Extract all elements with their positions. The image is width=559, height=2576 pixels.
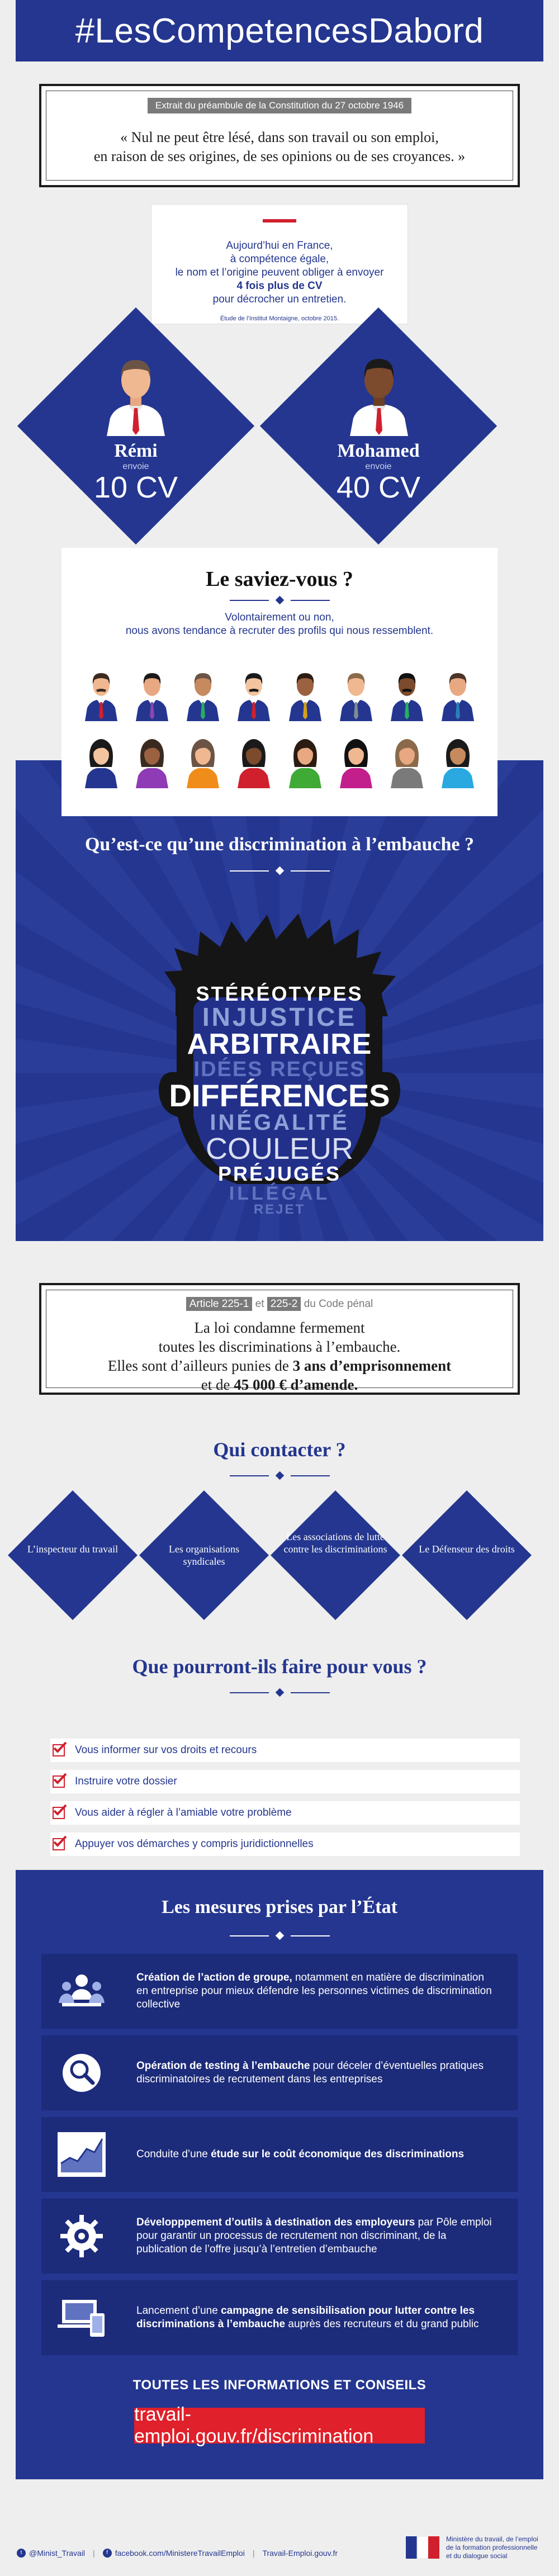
contact-label: L’inspecteur du travail bbox=[27, 1543, 119, 1555]
decorative-divider bbox=[16, 1933, 543, 1939]
woman-icon bbox=[288, 732, 323, 788]
checkmark-icon bbox=[53, 1807, 65, 1819]
group-icon bbox=[54, 1963, 110, 2019]
law-line: La loi condamne fermement bbox=[194, 1319, 365, 1336]
decorative-divider bbox=[61, 597, 498, 603]
footer-links: t @Minist_Travail | f facebook.com/MinistereTravailEmploi | Travail-Emploi.gouv.fr bbox=[17, 2549, 338, 2558]
twitter-link[interactable]: @Minist_Travail bbox=[29, 2549, 86, 2558]
mesure-item bbox=[41, 2280, 518, 2355]
help-list-text: Appuyer vos démarches y compris juridictionnelles bbox=[75, 1838, 314, 1850]
discrimination-title: Qu’est-ce qu’une discrimination à l’embauche ? bbox=[84, 834, 475, 855]
contact-label: Les associations de lutte contre les discriminations bbox=[283, 1531, 387, 1555]
help-list-text: Vous informer sur vos droits et recours bbox=[75, 1744, 257, 1756]
law-tag bbox=[46, 1298, 513, 1310]
study-line: le nom et l’origine peuvent obliger à envoyer bbox=[175, 267, 384, 278]
discrimination-website-link[interactable]: travail-emploi.gouv.fr/discrimination bbox=[134, 2408, 425, 2444]
constitution-quote-box bbox=[39, 84, 520, 187]
law-tag-text: du Code pénal bbox=[301, 1298, 373, 1310]
woman-icon bbox=[84, 732, 119, 788]
header-banner bbox=[16, 0, 543, 61]
contact-label: Le Défenseur des droits bbox=[419, 1543, 515, 1555]
law-highlight: 45 000 € d’amende. bbox=[234, 1376, 358, 1393]
law-line: toutes les discriminations à l’embauche. bbox=[158, 1338, 401, 1355]
man-icon bbox=[339, 665, 373, 721]
person-cv-count: 10 CV bbox=[93, 471, 178, 504]
mesures-title: Les mesures prises par l’État bbox=[162, 1897, 397, 1917]
study-source: Étude de l’Institut Montaigne, octobre 2015. bbox=[220, 315, 339, 322]
word-cloud-word: ILLÉGAL bbox=[229, 1183, 330, 1204]
men-crowd bbox=[84, 665, 475, 721]
mesure-text: Développpement d’outils à destination des employeurs par Pôle emploi pour garantir un processus de recrutement non discriminant, de la publication de l’offre jusqu’à l’entretien d’embauche bbox=[136, 2217, 492, 2255]
footer bbox=[0, 2479, 559, 2576]
mesure-text: Lancement d’une campagne de sensibilisation pour lutter contre les discriminations à l’embauche auprès des recruteurs et du grand public bbox=[136, 2305, 479, 2330]
red-divider bbox=[263, 219, 296, 222]
study-line: à compétence égale, bbox=[230, 253, 329, 265]
woman-icon bbox=[186, 732, 220, 788]
help-list-item bbox=[50, 1801, 520, 1825]
article-tag: Article 225-1 bbox=[186, 1297, 253, 1311]
decorative-divider bbox=[0, 1689, 559, 1696]
chart-icon bbox=[54, 2127, 110, 2182]
law-highlight: 3 ans d’emprisonnement bbox=[292, 1357, 452, 1374]
pourront-title: Que pourront-ils faire pour vous ? bbox=[132, 1655, 427, 1678]
word-cloud-word: DIFFÉRENCES bbox=[169, 1078, 390, 1113]
quote-line: en raison de ses origines, de ses opinions ou de ses croyances. » bbox=[93, 148, 466, 164]
marianne-logo-icon bbox=[406, 2536, 439, 2559]
contact-diamond bbox=[271, 1490, 400, 1620]
contact-title: Qui contacter ? bbox=[213, 1438, 346, 1461]
study-card bbox=[151, 204, 408, 324]
quote-source-tag: Extrait du préambule de la Constitution du 27 octobre 1946 bbox=[148, 98, 411, 113]
decorative-divider bbox=[0, 1472, 559, 1479]
study-line: Aujourd’hui en France, bbox=[226, 240, 333, 252]
word-cloud-word: INÉGALITÉ bbox=[210, 1110, 349, 1135]
word-cloud-word: REJET bbox=[253, 1202, 306, 1217]
checkmark-icon bbox=[53, 1775, 65, 1788]
word-cloud-word: COULEUR bbox=[205, 1132, 354, 1166]
ministry-line: Ministère du travail, de l’emploi bbox=[446, 2535, 538, 2543]
word-cloud-word: PRÉJUGÉS bbox=[217, 1162, 342, 1185]
woman-icon bbox=[339, 732, 373, 788]
study-line: pour décrocher un entretien. bbox=[212, 293, 347, 305]
word-cloud-word: INJUSTICE bbox=[202, 1002, 357, 1031]
website-link[interactable]: Travail-Emploi.gouv.fr bbox=[262, 2549, 338, 2558]
checkmark-icon bbox=[53, 1744, 65, 1756]
contact-diamond bbox=[402, 1490, 532, 1620]
person-name: Mohamed bbox=[337, 441, 420, 461]
mohamed-block bbox=[323, 441, 434, 503]
decorative-divider bbox=[0, 868, 559, 874]
help-list-text: Instruire votre dossier bbox=[75, 1775, 177, 1787]
saviez-title: Le saviez-vous ? bbox=[206, 567, 353, 591]
contact-diamond bbox=[8, 1490, 138, 1620]
law-line: Elles sont d’ailleurs punies de bbox=[107, 1357, 293, 1374]
article-tag: 225-2 bbox=[267, 1297, 301, 1311]
twitter-icon: t bbox=[17, 2549, 26, 2558]
mohamed-avatar-icon bbox=[350, 352, 408, 436]
help-list-item bbox=[50, 1770, 520, 1793]
mesures-section bbox=[16, 1870, 543, 2479]
ministry-line: de la formation professionnelle bbox=[446, 2544, 538, 2551]
man-icon bbox=[440, 665, 475, 721]
man-icon bbox=[236, 665, 271, 721]
page-title: #LesCompetencesDabord bbox=[75, 11, 484, 50]
mesure-item bbox=[41, 2199, 518, 2274]
women-crowd bbox=[84, 732, 475, 788]
word-cloud bbox=[0, 984, 559, 1216]
man-icon bbox=[186, 665, 220, 721]
saviez-line: Volontairement ou non, bbox=[225, 612, 334, 623]
man-icon bbox=[135, 665, 169, 721]
help-list-item bbox=[50, 1832, 520, 1856]
ministry-line: et du dialogue social bbox=[446, 2552, 508, 2560]
saviez-line: nous avons tendance à recruter des profils qui nous ressemblent. bbox=[125, 625, 434, 637]
gear-icon bbox=[54, 2208, 110, 2264]
mesure-text: Opération de testing à l’embauche pour déceler d’éventuelles pratiques discriminatoires de recrutement dans les entreprises bbox=[136, 2060, 484, 2085]
cta-title: TOUTES LES INFORMATIONS ET CONSEILS bbox=[132, 2378, 427, 2393]
woman-icon bbox=[390, 732, 424, 788]
word-cloud-word: STÉRÉOTYPES bbox=[196, 982, 363, 1005]
remi-block bbox=[80, 441, 192, 503]
facebook-icon: f bbox=[103, 2549, 112, 2558]
mesure-text: Conduite d’une étude sur le coût économique des discriminations bbox=[136, 2148, 465, 2160]
law-tag-text: et bbox=[252, 1298, 267, 1310]
man-icon bbox=[84, 665, 119, 721]
remi-avatar-icon bbox=[107, 352, 165, 436]
man-icon bbox=[390, 665, 424, 721]
study-highlight: 4 fois plus de CV bbox=[236, 280, 323, 292]
help-list-item bbox=[50, 1739, 520, 1762]
person-sub: envoie bbox=[122, 462, 149, 471]
saviez-text bbox=[61, 611, 498, 638]
law-line: et de bbox=[201, 1376, 234, 1393]
mesure-item bbox=[41, 1954, 518, 2029]
woman-icon bbox=[440, 732, 475, 788]
quote-text bbox=[94, 128, 465, 166]
person-cv-count: 40 CV bbox=[336, 471, 421, 504]
checkmark-icon bbox=[53, 1838, 65, 1850]
help-list-text: Vous aider à régler à l’amiable votre problème bbox=[75, 1807, 292, 1819]
word-cloud-word: IDÉES REÇUES bbox=[193, 1058, 366, 1081]
ministry-name bbox=[446, 2535, 552, 2560]
law-text bbox=[46, 1318, 513, 1394]
mesure-text: Création de l’action de groupe, notamment en matière de discrimination en entreprise pour mieux défendre les personnes victimes de discrimination collective bbox=[136, 1972, 492, 2010]
facebook-link[interactable]: facebook.com/MinistereTravailEmploi bbox=[115, 2549, 245, 2558]
devices-icon bbox=[54, 2290, 110, 2346]
law-box bbox=[39, 1283, 520, 1395]
word-cloud-word: ARBITRAIRE bbox=[187, 1028, 372, 1060]
woman-icon bbox=[135, 732, 169, 788]
mesure-item bbox=[41, 2117, 518, 2192]
person-sub: envoie bbox=[365, 462, 392, 471]
quote-line: « Nul ne peut être lésé, dans son travail ou son emploi, bbox=[120, 129, 439, 145]
mesure-item bbox=[41, 2035, 518, 2110]
contact-label: Les organisations syndicales bbox=[168, 1543, 240, 1567]
man-icon bbox=[288, 665, 323, 721]
person-name: Rémi bbox=[114, 441, 158, 461]
woman-icon bbox=[236, 732, 271, 788]
magnifier-icon bbox=[54, 2045, 110, 2101]
study-text bbox=[151, 239, 408, 306]
saviez-vous-card bbox=[61, 548, 498, 816]
